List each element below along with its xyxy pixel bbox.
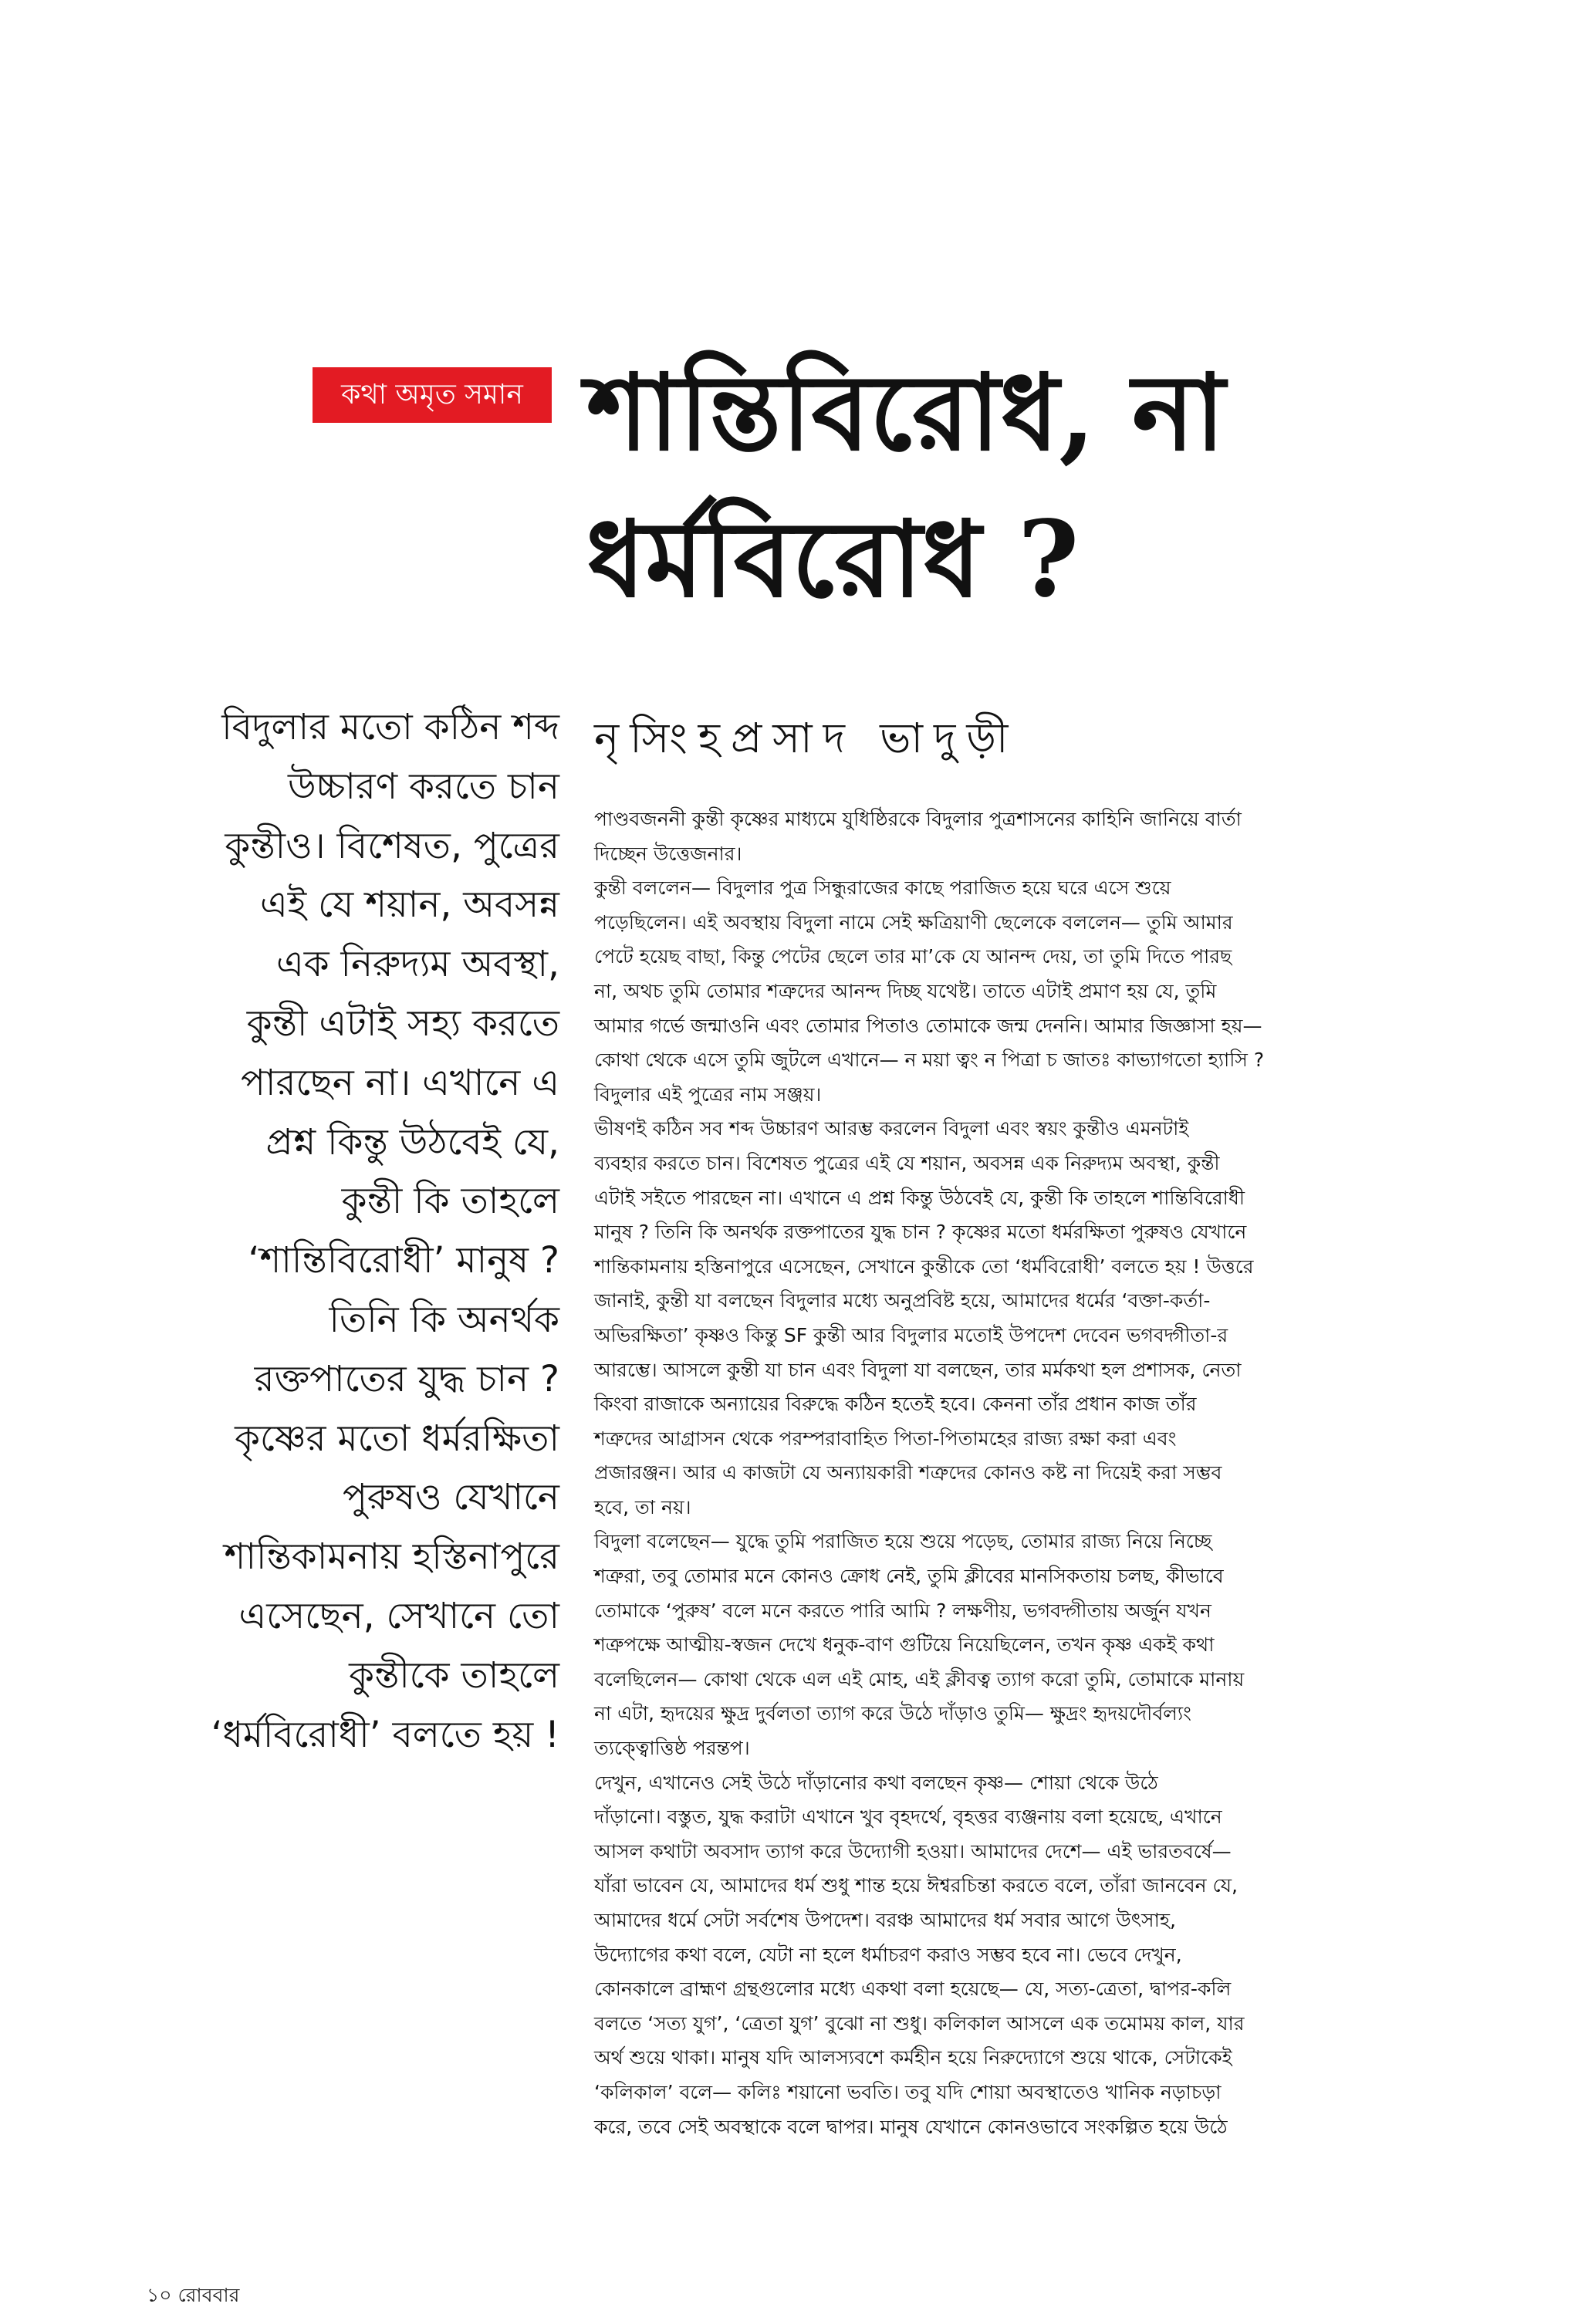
pull-quote-line: ‘ধর্মবিরোধী’ বলতে হয় !	[211, 1713, 559, 1756]
body-line: কিংবা রাজাকে অন্যায়ের বিরুদ্ধে কঠিন হতেই হবে। কেননা তাঁর প্রধান কাজ তাঁর	[594, 1393, 1197, 1416]
pull-quote	[147, 698, 559, 1765]
pull-quote-line: পারছেন না। এখানে এ	[240, 1061, 559, 1104]
pull-quote-line: শান্তিকামনায় হস্তিনাপুরে	[224, 1535, 559, 1579]
body-line: হবে, তা নয়।	[594, 1495, 691, 1518]
body-line: তোমাকে ‘পুরুষ’ বলে মনে করতে পারি আমি ? লক্ষণীয়, ভগবদ্গীতায় অর্জুন যখন	[594, 1599, 1211, 1622]
body-line: বলেছিলেন— কোথা থেকে এল এই মোহ, এই ক্লীবত্ব ত্যাগ করো তুমি, তোমাকে মানায়	[594, 1667, 1245, 1691]
body-line: প্রজারঞ্জন। আর এ কাজটা যে অন্যায়কারী শত্রুদের কোনও কষ্ট না দিয়েই করা সম্ভব	[594, 1461, 1222, 1485]
body-line: জানাই, কুন্তী যা বলছেন বিদুলার মধ্যে অনুপ্রবিষ্ট হয়ে, আমাদের ধর্মের ‘বক্তা-কর্তা-	[594, 1289, 1211, 1312]
title-line: শান্তিবিরোধ, না	[586, 351, 1225, 475]
body-line: দেখুন, এখানেও সেই উঠে দাঁড়ানোর কথা বলছেন কৃষ্ণ— শোয়া থেকে উঠে	[594, 1771, 1158, 1794]
body-line: শান্তিকামনায় হস্তিনাপুরে এসেছেন, সেখানে কুন্তীকে তো ‘ধর্মবিরোধী’ বলতে হয় ! উত্তরে	[594, 1255, 1254, 1278]
pull-quote-line: প্রশ্ন কিন্তু উঠবেই যে,	[265, 1120, 559, 1164]
body-line: দিচ্ছেন উত্তেজনার।	[594, 842, 742, 865]
body-line: শত্রুদের আগ্রাসন থেকে পরম্পরাবাহিত পিতা-পিতামহের রাজ্য রক্ষা করা এবং	[594, 1427, 1177, 1450]
body-line: আমার গর্ভে জন্মাওনি এবং তোমার পিতাও তোমাকে জন্ম দেননি। আমার জিজ্ঞাসা হয়—	[594, 1014, 1262, 1037]
magazine-name: রোববার	[177, 2284, 240, 2306]
page-number: ১০	[147, 2284, 172, 2306]
pull-quote-line: এক নিরুদ্যম অবস্থা,	[275, 943, 559, 986]
body-line: অর্থ শুয়ে থাকা। মানুষ যদি আলস্যবশে কর্মহীন হয়ে নিরুদ্যোগে শুয়ে থাকে, সেটাকেই	[594, 2046, 1232, 2069]
body-line: বিদুলা বলেছেন— যুদ্ধে তুমি পরাজিত হয়ে শুয়ে পড়েছ, তোমার রাজ্য নিয়ে নিচ্ছে	[594, 1530, 1212, 1553]
body-line: না, অথচ তুমি তোমার শত্রুদের আনন্দ দিচ্ছ যথেষ্ট। তাতে এটাই প্রমাণ হয় যে, তুমি	[594, 979, 1217, 1002]
pull-quote-line: কুন্তী এটাই সহ্য করতে	[246, 1002, 559, 1045]
pull-quote-line: এই যে শয়ান, অবসন্ন	[259, 883, 559, 927]
body-line: বলতে ‘সত্য যুগ’, ‘ত্রেতা যুগ’ বুঝো না শুধু। কলিকাল আসলে এক তমোময় কাল, যার	[594, 2012, 1245, 2035]
pull-quote-line: ‘শান্তিবিরোধী’ মানুষ ?	[248, 1239, 559, 1282]
section-tag: কথা অমৃত সমান	[313, 367, 552, 423]
pull-quote-line: কুন্তীকে তাহলে	[349, 1653, 559, 1697]
body-line: পড়েছিলেন। এই অবস্থায় বিদুলা নামে সেই ক্ষত্রিয়াণী ছেলেকে বললেন— তুমি আমার	[594, 910, 1233, 934]
body-line: আমাদের ধর্মে সেটা সর্বশেষ উপদেশ। বরঞ্চ আমাদের ধর্ম সবার আগে উৎসাহ,	[594, 1909, 1176, 1931]
pull-quote-line: উচ্চারণ করতে চান	[287, 765, 559, 808]
article-title	[586, 339, 1543, 633]
pull-quote-line: তিনি কি অনর্থক	[329, 1298, 559, 1341]
body-line: যাঁরা ভাবেন যে, আমাদের ধর্ম শুধু শান্ত হয়ে ঈশ্বরচিন্তা করতে বলে, তাঁরা জানবেন যে,	[594, 1874, 1238, 1897]
body-line: না এটা, হৃদয়ের ক্ষুদ্র দুর্বলতা ত্যাগ করে উঠে দাঁড়াও তুমি— ক্ষুদ্রং হৃদয়দৌর্বল্যং	[594, 1702, 1191, 1725]
pull-quote-line: বিদুলার মতো কঠিন শব্দ	[221, 706, 559, 748]
title-line: ধর্মবিরোধ ?	[586, 498, 1080, 621]
body-line: পেটে হয়েছ বাছা, কিন্তু পেটের ছেলে তার মা’কে যে আনন্দ দেয়, তা তুমি দিতে পারছ	[594, 945, 1232, 968]
body-line: শত্রুপক্ষে আত্মীয়-স্বজন দেখে ধনুক-বাণ গুটিয়ে নিয়েছিলেন, তখন কৃষ্ণ একই কথা	[594, 1633, 1215, 1657]
article-body	[594, 802, 1431, 2144]
body-line: কুন্তী বললেন— বিদুলার পুত্র সিন্ধুরাজের কাছে পরাজিত হয়ে ঘরে এসে শুয়ে	[594, 877, 1171, 900]
body-line: আসল কথাটা অবসাদ ত্যাগ করে উদ্যোগী হওয়া। আমাদের দেশে— এই ভারতবর্ষে—	[594, 1839, 1232, 1863]
body-line: ভীষণই কঠিন সব শব্দ উচ্চারণ আরম্ভ করলেন বিদুলা এবং স্বয়ং কুন্তীও এমনটাই	[594, 1117, 1189, 1140]
pull-quote-line: এসেছেন, সেখানে তো	[238, 1594, 559, 1637]
body-line: এটাই সইতে পারছেন না। এখানে এ প্রশ্ন কিন্তু উঠবেই যে, কুন্তী কি তাহলে শান্তিবিরোধী	[594, 1186, 1245, 1209]
body-line: শত্রুরা, তবু তোমার মনে কোনও ক্রোধ নেই, তুমি ক্লীবের মানসিকতায় চলছ, কীভাবে	[594, 1565, 1224, 1588]
pull-quote-line: রক্তপাতের যুদ্ধ চান ?	[254, 1357, 559, 1400]
body-line: উদ্যোগের কথা বলে, যেটা না হলে ধর্মাচরণ করাও সম্ভব হবে না। ভেবে দেখুন,	[594, 1943, 1182, 1966]
body-line: করে, তবে সেই অবস্থাকে বলে দ্বাপর। মানুষ যেখানে কোনওভাবে সংকল্পিত হয়ে উঠে	[594, 2115, 1228, 2138]
body-line: বিদুলার এই পুত্রের নাম সঞ্জয়।	[594, 1083, 822, 1106]
body-line: দাঁড়ানো। বস্তুত, যুদ্ধ করাটা এখানে খুব বৃহদর্থে, বৃহত্তর ব্যঞ্জনায় বলা হয়েছে, এখানে	[594, 1805, 1222, 1829]
pull-quote-line: কুন্তী কি তাহলে	[341, 1180, 559, 1223]
pull-quote-line: পুরুষও যেখানে	[343, 1476, 559, 1519]
page-folio	[147, 2280, 239, 2313]
body-line: মানুষ ? তিনি কি অনর্থক রক্তপাতের যুদ্ধ চান ? কৃষ্ণের মতো ধর্মরক্ষিতা পুরুষও যেখানে	[594, 1221, 1247, 1244]
body-line: কোনকালে ব্রাহ্মণ গ্রন্থগুলোর মধ্যে একথা বলা হয়েছে— যে, সত্য-ত্রেতা, দ্বাপর-কলি	[594, 1978, 1232, 2001]
body-line: ‘কলিকাল’ বলে— কলিঃ শয়ানো ভবতি। তবু যদি শোয়া অবস্থাতেও খানিক নড়াচড়া	[594, 2080, 1222, 2103]
author-byline: নৃসিংহপ্রসাদ ভাদুড়ী	[594, 714, 1019, 762]
body-line: ব্যবহার করতে চান। বিশেষত পুত্রের এই যে শয়ান, অবসন্ন এক নিরুদ্যম অবস্থা, কুন্তী	[594, 1151, 1220, 1174]
body-line: অভিরক্ষিতা’ কৃষ্ণও কিন্তু SF কুন্তী আর বিদুলার মতোই উপদেশ দেবেন ভগবদ্গীতা-র	[594, 1323, 1228, 1346]
pull-quote-line: কুন্তীও। বিশেষত, পুত্রের	[225, 824, 559, 867]
pull-quote-line: কৃষ্ণের মতো ধর্মরক্ষিতা	[235, 1417, 559, 1460]
body-line: ত্যক্ত্বোত্তিষ্ঠ পরন্তপ।	[594, 1737, 750, 1760]
body-line: পাণ্ডবজননী কুন্তী কৃষ্ণের মাধ্যমে যুধিষ্ঠিরকে বিদুলার পুত্রশাসনের কাহিনি জানিয়ে বার্তা	[594, 808, 1242, 830]
body-line: আরম্ভে। আসলে কুন্তী যা চান এবং বিদুলা যা বলছেন, তার মর্মকথা হল প্রশাসক, নেতা	[594, 1358, 1242, 1381]
body-line: কোথা থেকে এসে তুমি জুটলে এখানে— ন ময়া ত্বং ন পিত্রা চ জাতঃ কাভ্যাগতো হ্যাসি ?	[594, 1049, 1265, 1072]
